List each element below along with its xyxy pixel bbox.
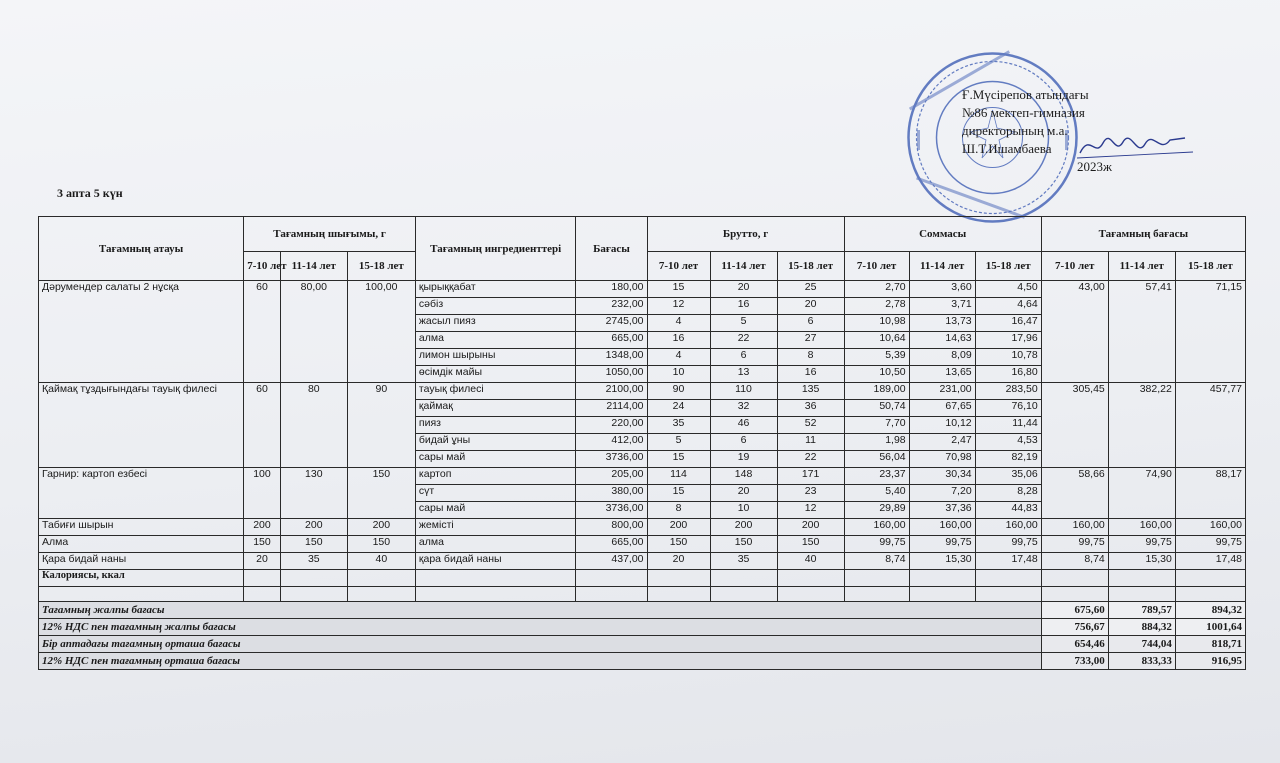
brutto-cell: 22 — [710, 332, 777, 349]
header-dish-name: Тағамның атауы — [39, 217, 244, 281]
brutto-cell: 114 — [647, 468, 710, 485]
ingredient-price-cell: 412,00 — [576, 434, 647, 451]
brutto-cell: 23 — [777, 485, 844, 502]
table-row — [39, 519, 1246, 536]
calories-row — [39, 570, 1246, 587]
empty-cell — [244, 587, 281, 602]
empty-cell — [1175, 587, 1245, 602]
brutto-cell: 6 — [777, 315, 844, 332]
table-row — [39, 553, 1246, 570]
brutto-cell: 110 — [710, 383, 777, 400]
empty-cell — [844, 570, 909, 587]
brutto-cell: 20 — [710, 281, 777, 298]
ingredient-name-cell: сүт — [415, 485, 576, 502]
empty-cell — [647, 587, 710, 602]
brutto-cell: 20 — [647, 553, 710, 570]
sum-cell: 15,30 — [909, 553, 975, 570]
ingredient-price-cell: 205,00 — [576, 468, 647, 485]
dish-price-cell: 74,90 — [1108, 468, 1175, 519]
sum-cell: 67,65 — [909, 400, 975, 417]
brutto-cell: 16 — [777, 366, 844, 383]
sum-cell: 14,63 — [909, 332, 975, 349]
ingredient-name-cell: қара бидай наны — [415, 553, 576, 570]
dish-name-cell: Қаймақ тұздығындағы тауық филесі — [39, 383, 244, 468]
sum-cell: 4,64 — [975, 298, 1041, 315]
brutto-cell: 12 — [777, 502, 844, 519]
header-yield-age: 11-14 лет — [280, 252, 347, 281]
ingredient-price-cell: 3736,00 — [576, 451, 647, 468]
ingredient-price-cell: 220,00 — [576, 417, 647, 434]
empty-cell — [710, 570, 777, 587]
header-yield-age: 15-18 лет — [347, 252, 415, 281]
sum-cell: 231,00 — [909, 383, 975, 400]
ingredient-price-cell: 665,00 — [576, 536, 647, 553]
empty-cell — [347, 587, 415, 602]
sum-cell: 11,44 — [975, 417, 1041, 434]
brutto-cell: 10 — [710, 502, 777, 519]
menu-cost-table — [38, 216, 1246, 670]
ingredient-name-cell: алма — [415, 332, 576, 349]
summary-value: 675,60 — [1041, 602, 1108, 619]
empty-cell — [576, 570, 647, 587]
empty-cell — [576, 587, 647, 602]
ingredient-price-cell: 2745,00 — [576, 315, 647, 332]
sum-cell: 30,34 — [909, 468, 975, 485]
brutto-cell: 16 — [710, 298, 777, 315]
summary-label: Тағамның жалпы бағасы — [39, 602, 1042, 619]
sum-cell: 17,48 — [975, 553, 1041, 570]
ingredient-price-cell: 180,00 — [576, 281, 647, 298]
header-yield-age: 7-10 лет — [244, 252, 281, 281]
sum-cell: 16,47 — [975, 315, 1041, 332]
brutto-cell: 15 — [647, 451, 710, 468]
brutto-cell: 25 — [777, 281, 844, 298]
ingredient-name-cell: қырыққабат — [415, 281, 576, 298]
header-dish-price: Тағамның бағасы — [1041, 217, 1245, 252]
empty-cell — [280, 587, 347, 602]
sum-cell: 10,98 — [844, 315, 909, 332]
yield-cell: 200 — [347, 519, 415, 536]
brutto-cell: 11 — [777, 434, 844, 451]
empty-cell — [777, 570, 844, 587]
sum-cell: 56,04 — [844, 451, 909, 468]
sum-cell: 8,28 — [975, 485, 1041, 502]
dish-price-cell: 57,41 — [1108, 281, 1175, 383]
summary-value: 733,00 — [1041, 653, 1108, 670]
brutto-cell: 20 — [777, 298, 844, 315]
approval-line-director-name: Ш.Т.Ишамбаева — [962, 141, 1052, 156]
ingredient-name-cell: қаймақ — [415, 400, 576, 417]
dish-price-cell: 99,75 — [1041, 536, 1108, 553]
empty-cell — [975, 570, 1041, 587]
sum-cell: 2,78 — [844, 298, 909, 315]
brutto-cell: 15 — [647, 281, 710, 298]
brutto-cell: 20 — [710, 485, 777, 502]
yield-cell: 80,00 — [280, 281, 347, 383]
brutto-cell: 32 — [710, 400, 777, 417]
empty-cell — [975, 587, 1041, 602]
dish-price-cell: 305,45 — [1041, 383, 1108, 468]
empty-cell — [777, 587, 844, 602]
sum-cell: 35,06 — [975, 468, 1041, 485]
brutto-cell: 46 — [710, 417, 777, 434]
brutto-cell: 150 — [710, 536, 777, 553]
brutto-cell: 4 — [647, 349, 710, 366]
ingredient-name-cell: картоп — [415, 468, 576, 485]
sum-cell: 10,78 — [975, 349, 1041, 366]
sum-cell: 160,00 — [909, 519, 975, 536]
sum-cell: 160,00 — [844, 519, 909, 536]
empty-cell — [710, 587, 777, 602]
sum-cell: 29,89 — [844, 502, 909, 519]
sum-cell: 7,70 — [844, 417, 909, 434]
dish-price-cell: 88,17 — [1175, 468, 1245, 519]
sum-cell: 4,50 — [975, 281, 1041, 298]
brutto-cell: 19 — [710, 451, 777, 468]
sum-cell: 5,39 — [844, 349, 909, 366]
ingredient-name-cell: лимон шырыны — [415, 349, 576, 366]
ingredient-price-cell: 665,00 — [576, 332, 647, 349]
yield-cell: 60 — [244, 281, 281, 383]
header-sum-age: 15-18 лет — [975, 252, 1041, 281]
ingredient-name-cell: сәбіз — [415, 298, 576, 315]
ingredient-price-cell: 1348,00 — [576, 349, 647, 366]
sum-cell: 99,75 — [844, 536, 909, 553]
sum-cell: 99,75 — [975, 536, 1041, 553]
sum-cell: 17,96 — [975, 332, 1041, 349]
header-ingredients: Тағамның ингредиенттері — [415, 217, 576, 281]
dish-price-cell: 160,00 — [1041, 519, 1108, 536]
brutto-cell: 6 — [710, 349, 777, 366]
empty-cell — [244, 570, 281, 587]
dish-price-cell: 71,15 — [1175, 281, 1245, 383]
summary-label: 12% НДС пен тағамның орташа бағасы — [39, 653, 1042, 670]
table-row — [39, 468, 1246, 485]
empty-cell — [647, 570, 710, 587]
table-row — [39, 281, 1246, 298]
sum-cell: 76,10 — [975, 400, 1041, 417]
sum-cell: 2,47 — [909, 434, 975, 451]
summary-row — [39, 619, 1246, 636]
sum-cell: 50,74 — [844, 400, 909, 417]
sum-cell: 2,70 — [844, 281, 909, 298]
yield-cell: 200 — [244, 519, 281, 536]
yield-cell: 200 — [280, 519, 347, 536]
yield-cell: 150 — [244, 536, 281, 553]
sum-cell: 10,50 — [844, 366, 909, 383]
dish-price-cell: 457,77 — [1175, 383, 1245, 468]
brutto-cell: 35 — [647, 417, 710, 434]
ingredient-name-cell: бидай ұны — [415, 434, 576, 451]
brutto-cell: 8 — [647, 502, 710, 519]
approval-date: 2023ж — [1077, 159, 1112, 174]
yield-cell: 40 — [347, 553, 415, 570]
sum-cell: 7,20 — [909, 485, 975, 502]
empty-cell — [1108, 587, 1175, 602]
empty-cell — [415, 587, 576, 602]
spacer-row — [39, 587, 1246, 602]
empty-cell — [1108, 570, 1175, 587]
summary-row — [39, 636, 1246, 653]
sum-cell: 283,50 — [975, 383, 1041, 400]
summary-value: 654,46 — [1041, 636, 1108, 653]
summary-value: 1001,64 — [1175, 619, 1245, 636]
summary-row — [39, 602, 1246, 619]
header-sum: Соммасы — [844, 217, 1041, 252]
header-brutto: Брутто, г — [647, 217, 844, 252]
ingredient-price-cell: 437,00 — [576, 553, 647, 570]
dish-price-cell: 17,48 — [1175, 553, 1245, 570]
dish-price-cell: 15,30 — [1108, 553, 1175, 570]
brutto-cell: 27 — [777, 332, 844, 349]
brutto-cell: 13 — [710, 366, 777, 383]
brutto-cell: 24 — [647, 400, 710, 417]
brutto-cell: 200 — [777, 519, 844, 536]
ingredient-price-cell: 2114,00 — [576, 400, 647, 417]
brutto-cell: 90 — [647, 383, 710, 400]
ingredient-name-cell: сары май — [415, 502, 576, 519]
empty-cell — [1041, 570, 1108, 587]
empty-cell — [909, 570, 975, 587]
sum-cell: 5,40 — [844, 485, 909, 502]
empty-cell — [347, 570, 415, 587]
ingredient-name-cell: тауық филесі — [415, 383, 576, 400]
summary-value: 818,71 — [1175, 636, 1245, 653]
approval-line-school-number: №86 мектеп-гимназия — [962, 105, 1085, 120]
dish-price-cell: 382,22 — [1108, 383, 1175, 468]
yield-cell: 35 — [280, 553, 347, 570]
yield-cell: 20 — [244, 553, 281, 570]
dish-price-cell: 160,00 — [1175, 519, 1245, 536]
brutto-cell: 200 — [647, 519, 710, 536]
header-price: Бағасы — [576, 217, 647, 281]
header-brutto-age: 15-18 лет — [777, 252, 844, 281]
header-sum-age: 7-10 лет — [844, 252, 909, 281]
week-day-label: 3 апта 5 күн — [57, 186, 123, 200]
summary-value: 789,57 — [1108, 602, 1175, 619]
ingredient-price-cell: 800,00 — [576, 519, 647, 536]
dish-price-cell: 160,00 — [1108, 519, 1175, 536]
dish-name-cell: Алма — [39, 536, 244, 553]
sum-cell: 10,64 — [844, 332, 909, 349]
empty-cell — [909, 587, 975, 602]
summary-row — [39, 653, 1246, 670]
empty-cell — [1175, 570, 1245, 587]
signature-icon — [1075, 128, 1195, 168]
summary-label: 12% НДС пен тағамның жалпы бағасы — [39, 619, 1042, 636]
brutto-cell: 148 — [710, 468, 777, 485]
brutto-cell: 135 — [777, 383, 844, 400]
yield-cell: 150 — [347, 468, 415, 519]
summary-value: 744,04 — [1108, 636, 1175, 653]
dish-price-cell: 58,66 — [1041, 468, 1108, 519]
yield-cell: 100,00 — [347, 281, 415, 383]
brutto-cell: 8 — [777, 349, 844, 366]
sum-cell: 189,00 — [844, 383, 909, 400]
ingredient-name-cell: жасыл пияз — [415, 315, 576, 332]
sum-cell: 1,98 — [844, 434, 909, 451]
header-yield: Тағамның шығымы, г — [244, 217, 416, 252]
sum-cell: 82,19 — [975, 451, 1041, 468]
ingredient-name-cell: пияз — [415, 417, 576, 434]
calories-label: Калориясы, ккал — [39, 570, 244, 587]
summary-value: 833,33 — [1108, 653, 1175, 670]
dish-name-cell: Табиғи шырын — [39, 519, 244, 536]
empty-cell — [415, 570, 576, 587]
brutto-cell: 150 — [777, 536, 844, 553]
sum-cell: 16,80 — [975, 366, 1041, 383]
header-dish-price-age: 11-14 лет — [1108, 252, 1175, 281]
table-row — [39, 383, 1246, 400]
summary-value: 884,32 — [1108, 619, 1175, 636]
sum-cell: 70,98 — [909, 451, 975, 468]
summary-value: 756,67 — [1041, 619, 1108, 636]
yield-cell: 130 — [280, 468, 347, 519]
sum-cell: 99,75 — [909, 536, 975, 553]
empty-cell — [844, 587, 909, 602]
brutto-cell: 6 — [710, 434, 777, 451]
summary-value: 916,95 — [1175, 653, 1245, 670]
header-sum-age: 11-14 лет — [909, 252, 975, 281]
yield-cell: 60 — [244, 383, 281, 468]
brutto-cell: 40 — [777, 553, 844, 570]
ingredient-price-cell: 1050,00 — [576, 366, 647, 383]
brutto-cell: 15 — [647, 485, 710, 502]
table-row — [39, 536, 1246, 553]
dish-price-cell: 99,75 — [1175, 536, 1245, 553]
header-brutto-age: 11-14 лет — [710, 252, 777, 281]
dish-price-cell: 99,75 — [1108, 536, 1175, 553]
brutto-cell: 5 — [710, 315, 777, 332]
brutto-cell: 16 — [647, 332, 710, 349]
sum-cell: 3,71 — [909, 298, 975, 315]
dish-price-cell: 8,74 — [1041, 553, 1108, 570]
dish-name-cell: Дәрумендер салаты 2 нұсқа — [39, 281, 244, 383]
brutto-cell: 10 — [647, 366, 710, 383]
sum-cell: 10,12 — [909, 417, 975, 434]
ingredient-name-cell: сары май — [415, 451, 576, 468]
brutto-cell: 36 — [777, 400, 844, 417]
sum-cell: 13,73 — [909, 315, 975, 332]
header-brutto-age: 7-10 лет — [647, 252, 710, 281]
ingredient-price-cell: 380,00 — [576, 485, 647, 502]
brutto-cell: 12 — [647, 298, 710, 315]
brutto-cell: 200 — [710, 519, 777, 536]
approval-line-school-name: Ғ.Мүсірепов атындағы — [962, 87, 1089, 102]
ingredient-name-cell: өсімдік майы — [415, 366, 576, 383]
brutto-cell: 52 — [777, 417, 844, 434]
sum-cell: 37,36 — [909, 502, 975, 519]
empty-cell — [1041, 587, 1108, 602]
dish-price-cell: 43,00 — [1041, 281, 1108, 383]
header-dish-price-age: 7-10 лет — [1041, 252, 1108, 281]
brutto-cell: 150 — [647, 536, 710, 553]
dish-name-cell: Гарнир: картоп езбесі — [39, 468, 244, 519]
yield-cell: 150 — [347, 536, 415, 553]
sum-cell: 160,00 — [975, 519, 1041, 536]
ingredient-price-cell: 3736,00 — [576, 502, 647, 519]
sum-cell: 3,60 — [909, 281, 975, 298]
brutto-cell: 4 — [647, 315, 710, 332]
ingredient-price-cell: 2100,00 — [576, 383, 647, 400]
sum-cell: 13,65 — [909, 366, 975, 383]
sum-cell: 8,74 — [844, 553, 909, 570]
dish-name-cell: Қара бидай наны — [39, 553, 244, 570]
sum-cell: 23,37 — [844, 468, 909, 485]
yield-cell: 100 — [244, 468, 281, 519]
summary-label: Бір аптадағы тағамның орташа бағасы — [39, 636, 1042, 653]
yield-cell: 150 — [280, 536, 347, 553]
empty-cell — [39, 587, 244, 602]
brutto-cell: 5 — [647, 434, 710, 451]
approval-line-position: директорының м.а. — [962, 123, 1068, 138]
brutto-cell: 171 — [777, 468, 844, 485]
yield-cell: 80 — [280, 383, 347, 468]
ingredient-price-cell: 232,00 — [576, 298, 647, 315]
ingredient-name-cell: алма — [415, 536, 576, 553]
brutto-cell: 35 — [710, 553, 777, 570]
ingredient-name-cell: жемісті — [415, 519, 576, 536]
header-dish-price-age: 15-18 лет — [1175, 252, 1245, 281]
sum-cell: 4,53 — [975, 434, 1041, 451]
brutto-cell: 22 — [777, 451, 844, 468]
yield-cell: 90 — [347, 383, 415, 468]
empty-cell — [280, 570, 347, 587]
sum-cell: 8,09 — [909, 349, 975, 366]
sum-cell: 44,83 — [975, 502, 1041, 519]
summary-value: 894,32 — [1175, 602, 1245, 619]
